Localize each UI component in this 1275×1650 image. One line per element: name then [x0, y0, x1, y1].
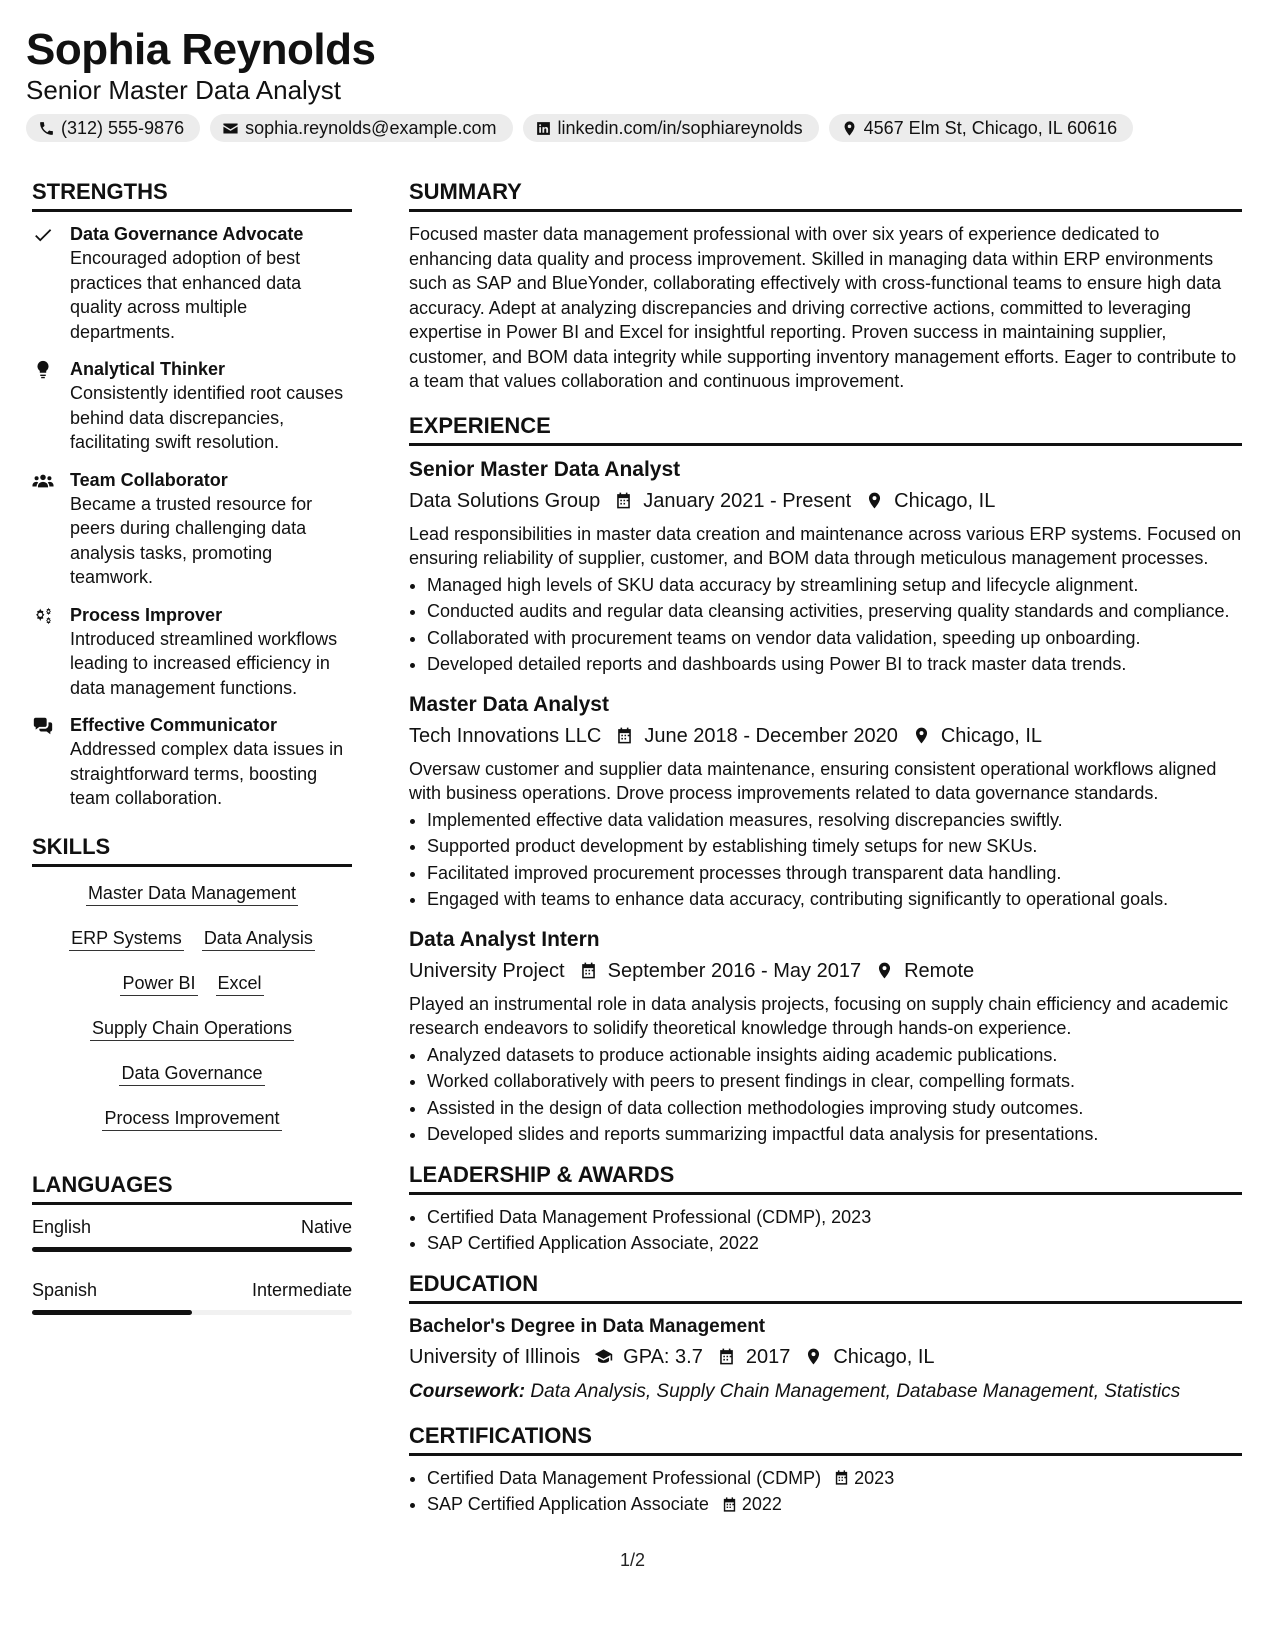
job-bullet: • Conducted audits and regular data cleansing activities, preserving quality standards and compliance.	[427, 599, 1242, 624]
job-title: Senior Master Data Analyst	[409, 457, 681, 481]
strength-desc: Consistently identified root causes behind data discrepancies, facilitating swift resolution.	[70, 383, 344, 452]
certification-item	[427, 1492, 1242, 1517]
school-location: Chicago, IL	[833, 1345, 935, 1368]
strength-title: Data Governance Advocate	[70, 224, 304, 244]
skill-tag: Process Improvement	[102, 1106, 281, 1131]
certification-name: • SAP Certified Application Associate	[427, 1494, 709, 1514]
language-proficiency-bar	[32, 1247, 352, 1252]
certification-year: 2023	[854, 1467, 895, 1488]
language-item	[32, 1278, 352, 1315]
skill-tag: Power BI	[120, 971, 197, 996]
language-proficiency-fill	[32, 1310, 192, 1315]
job-entry	[409, 691, 1242, 912]
language-level: Native	[300, 1216, 352, 1237]
strength-item	[32, 603, 352, 701]
award-item: • Certified Data Management Professional (CDMP), 2023	[427, 1205, 1242, 1230]
certification-year: 2022	[741, 1494, 782, 1514]
school-name: University of Illinois	[409, 1345, 581, 1368]
calendar-icon	[614, 491, 633, 510]
skill-tag: Excel	[216, 971, 264, 996]
users-icon	[32, 470, 54, 492]
map-pin-icon	[865, 491, 884, 510]
right-column	[409, 178, 1242, 1519]
education-heading: EDUCATION	[409, 1270, 1242, 1304]
page-number: 1/2	[620, 1550, 646, 1570]
skill-tag: Supply Chain Operations	[90, 1016, 294, 1041]
skill-tag: ERP Systems	[69, 926, 184, 951]
awards-heading: LEADERSHIP & AWARDS	[409, 1161, 1242, 1195]
map-pin-icon	[804, 1347, 823, 1366]
calendar-icon	[833, 1469, 850, 1486]
language-proficiency-fill	[32, 1247, 352, 1252]
graduation-year: 2017	[745, 1345, 791, 1368]
job-dates: June 2018 - December 2020	[644, 724, 898, 747]
job-bullet: • Analyzed datasets to produce actionable insights aiding academic publications.	[427, 1043, 1242, 1068]
calendar-icon	[717, 1347, 736, 1366]
strength-desc: Addressed complex data issues in straightforward terms, boosting team collaboration.	[70, 739, 344, 808]
language-proficiency-bar	[32, 1310, 352, 1315]
job-location: Chicago, IL	[940, 724, 1043, 747]
experience-heading: EXPERIENCE	[409, 412, 1242, 446]
calendar-icon	[615, 726, 634, 745]
job-title: Data Analyst Intern	[409, 927, 600, 951]
strength-item	[32, 713, 352, 811]
job-location: Chicago, IL	[894, 489, 996, 512]
job-company: Tech Innovations LLC	[409, 724, 602, 747]
envelope-icon	[222, 120, 239, 137]
linkedin-text: linkedin.com/in/sophiareynolds	[557, 117, 803, 138]
map-pin-icon	[841, 120, 858, 137]
job-bullet: • Collaborated with procurement teams on vendor data validation, speeding up onboarding.	[427, 626, 1242, 651]
strength-title: Process Improver	[70, 604, 223, 625]
job-description: Oversaw customer and supplier data maintenance, ensuring consistent operational workflows aligned with business operations. Drove process improvements related to data governance standards.	[409, 758, 1217, 803]
languages-heading: LANGUAGES	[32, 1171, 352, 1205]
job-bullet: • Managed high levels of SKU data accuracy by streamlining setup and lifecycle alignment.	[427, 573, 1242, 598]
strength-title: Team Collaborator	[70, 469, 228, 490]
strength-title: Effective Communicator	[70, 715, 278, 735]
skill-tag: Data Analysis	[202, 926, 315, 951]
coursework-line	[409, 1378, 1242, 1406]
job-bullet: • Engaged with teams to enhance data accuracy, contributing significantly to operational goals.	[427, 887, 1242, 912]
coursework-text: Data Analysis, Supply Chain Management, Database Management, Statistics	[530, 1380, 1181, 1402]
education-meta	[409, 1342, 1242, 1372]
phone-text: (312) 555-9876	[61, 117, 185, 138]
address-text: 4567 Elm St, Chicago, IL 60616	[863, 117, 1118, 138]
candidate-name: Sophia Reynolds	[26, 25, 376, 74]
email-text: sophia.reynolds@example.com	[245, 117, 497, 138]
summary-heading: SUMMARY	[409, 178, 1242, 212]
language-level: Intermediate	[251, 1279, 352, 1300]
job-location: Remote	[904, 959, 975, 982]
strength-desc: Became a trusted resource for peers during challenging data analysis tasks, promoting teamwork.	[70, 493, 313, 587]
strength-item	[32, 222, 352, 344]
job-dates: September 2016 - May 2017	[607, 959, 862, 982]
job-dates: January 2021 - Present	[643, 489, 852, 512]
calendar-icon	[579, 961, 598, 980]
job-description: Played an instrumental role in data analysis projects, focusing on supply chain efficiency and academic research endeavors to solidify theoretical knowledge through hands-on experience.	[409, 993, 1229, 1038]
strength-item	[32, 357, 352, 455]
job-bullet: • Assisted in the design of data collection methodologies improving study outcomes.	[427, 1096, 1242, 1121]
strengths-heading: STRENGTHS	[32, 178, 352, 212]
job-company: University Project	[409, 959, 565, 982]
calendar-icon	[721, 1496, 738, 1513]
skill-tag: Data Governance	[119, 1061, 264, 1086]
contact-bar	[26, 114, 1133, 142]
job-entry	[409, 926, 1242, 1147]
check-icon	[32, 224, 54, 246]
graduation-cap-icon	[594, 1347, 613, 1366]
language-name: English	[32, 1216, 92, 1237]
job-bullet: • Facilitated improved procurement processes through transparent data handling.	[427, 861, 1242, 886]
job-bullet: • Supported product development by establishing timely setups for new SKUs.	[427, 834, 1242, 859]
left-column	[32, 178, 352, 1341]
phone-icon	[38, 120, 55, 137]
linkedin-icon	[535, 120, 552, 137]
linkedin-chip[interactable]	[523, 114, 819, 142]
phone-chip[interactable]	[26, 114, 200, 142]
address-chip[interactable]	[829, 114, 1134, 142]
job-bullet: • Implemented effective data validation measures, resolving discrepancies swiftly.	[427, 808, 1242, 833]
job-company: Data Solutions Group	[409, 489, 601, 512]
gears-icon	[32, 605, 54, 627]
coursework-label: Coursework:	[409, 1380, 526, 1402]
strength-item	[32, 468, 352, 590]
email-chip[interactable]	[210, 114, 512, 142]
language-name: Spanish	[32, 1279, 98, 1300]
strength-title: Analytical Thinker	[70, 359, 226, 379]
degree-title: Bachelor's Degree in Data Management	[409, 1315, 766, 1337]
job-bullet: • Developed slides and reports summarizing impactful data analysis for presentations.	[427, 1122, 1242, 1147]
language-item	[32, 1215, 352, 1252]
summary-text: Focused master data management professional with over six years of experience dedicated to enhancing data quality and process improvement. Skilled in managing data within ERP environments such as SAP and BlueYonder, collaborating effectively with cross-functional teams to ensure high data accuracy. Adept at analyzing discrepancies and driving corrective actions, committed to leveraging expertise in Power BI and Excel for insightful reporting. Proven success in maintaining supplier, customer, and BOM data integrity while supporting inventory management efforts. Eager to contribute to a team that values collaboration and continuous improvement.	[409, 224, 1237, 391]
job-entry	[409, 456, 1242, 677]
certifications-heading: CERTIFICATIONS	[409, 1422, 1242, 1456]
gpa-text: GPA: 3.7	[623, 1345, 703, 1368]
certification-name: • Certified Data Management Professional (CDMP)	[427, 1467, 822, 1488]
award-item: • SAP Certified Application Associate, 2022	[427, 1231, 1242, 1256]
map-pin-icon	[875, 961, 894, 980]
job-bullet: • Worked collaboratively with peers to present findings in clear, compelling formats.	[427, 1069, 1242, 1094]
strength-desc: Introduced streamlined workflows leading to increased efficiency in data management functions.	[70, 628, 338, 698]
candidate-title: Senior Master Data Analyst	[26, 75, 342, 105]
lightbulb-icon	[32, 359, 54, 381]
job-title: Master Data Analyst	[409, 692, 609, 716]
job-description: Lead responsibilities in master data creation and maintenance across various ERP systems. Focused on ensuring reliability of supplier, customer, and BOM data through meticulous management processes.	[409, 523, 1242, 568]
skills-list	[32, 881, 352, 1131]
comments-icon	[32, 715, 54, 737]
map-pin-icon	[912, 726, 931, 745]
strength-desc: Encouraged adoption of best practices that enhanced data quality across multiple departments.	[70, 248, 302, 342]
certification-item	[427, 1466, 1242, 1491]
skills-heading: SKILLS	[32, 833, 352, 867]
skill-tag: Master Data Management	[86, 881, 298, 906]
job-bullet: • Developed detailed reports and dashboards using Power BI to track master data trends.	[427, 652, 1242, 677]
